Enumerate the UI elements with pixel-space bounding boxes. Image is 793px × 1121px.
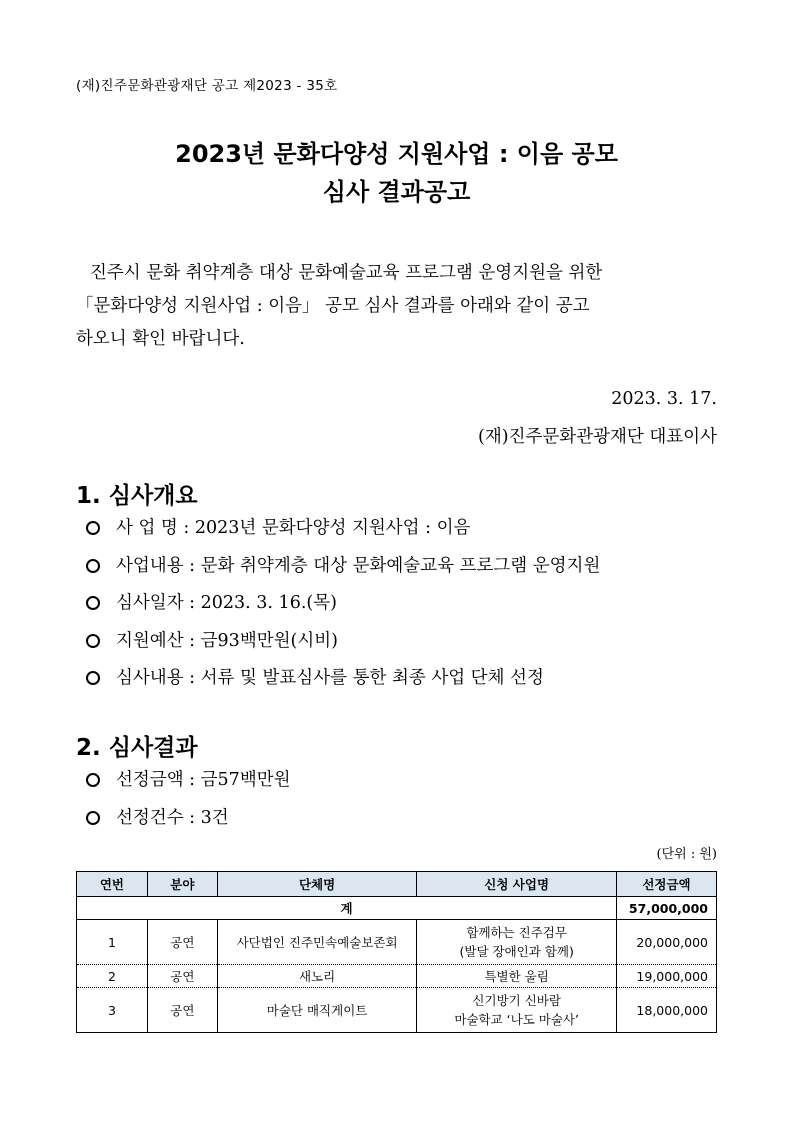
circle-bullet-icon <box>86 596 100 610</box>
row-field: 공연 <box>147 965 217 988</box>
row-project <box>417 988 617 1033</box>
list-item-text: 심사내용 : 서류 및 발표심사를 통한 최종 사업 단체 선정 <box>116 668 544 688</box>
list-item-text: 심사일자 : 2023. 3. 16.(목) <box>116 593 337 613</box>
circle-bullet-icon <box>86 811 100 825</box>
list-item-text: 지원예산 : 금93백만원(시비) <box>116 630 338 651</box>
row-field: 공연 <box>147 920 217 965</box>
results-table <box>76 871 717 1033</box>
circle-bullet-icon <box>86 634 100 648</box>
list-item-text: 사 업 명 : 2023년 문화다양성 지원사업 : 이음 <box>116 518 471 538</box>
row-project: 특별한 울림 <box>417 965 617 988</box>
column-header: 연번 <box>77 872 148 897</box>
column-header: 단체명 <box>217 872 417 897</box>
list-item-text: 선정건수 : 3건 <box>116 807 229 828</box>
project-line: 마술학교 ‘나도 마술사’ <box>454 1012 579 1027</box>
list-item-text: 선정금액 : 금57백만원 <box>116 770 291 790</box>
list-item <box>86 510 726 548</box>
intro-line: 진주시 문화 취약계층 대상 문화예술교육 프로그램 운영지원을 위한 <box>90 263 603 283</box>
list-item-text: 사업내용 : 문화 취약계층 대상 문화예술교육 프로그램 운영지원 <box>116 555 601 576</box>
circle-bullet-icon <box>86 671 100 685</box>
list-item <box>86 660 726 698</box>
row-number: 1 <box>77 920 148 965</box>
intro-line: 「문화다양성 지원사업 : 이음」 공모 심사 결과를 아래와 같이 공고 <box>76 296 590 316</box>
list-item <box>86 548 726 586</box>
project-line: (발달 장애인과 함께) <box>459 944 574 959</box>
row-number: 2 <box>77 965 148 988</box>
row-project <box>417 920 617 965</box>
document-title: 2023년 문화다양성 지원사업 : 이음 공모 <box>175 140 618 168</box>
list-item <box>86 762 726 800</box>
results-list <box>86 762 726 837</box>
unit-note: (단위 : 원) <box>656 847 717 862</box>
table-header-row <box>77 872 717 897</box>
column-header: 분야 <box>147 872 217 897</box>
intro-line: 하오니 확인 바랍니다. <box>76 329 245 349</box>
row-amount: 18,000,000 <box>616 988 716 1033</box>
circle-bullet-icon <box>86 559 100 573</box>
table-row <box>77 965 717 988</box>
table-row <box>77 988 717 1033</box>
row-field: 공연 <box>147 988 217 1033</box>
row-amount: 19,000,000 <box>616 965 716 988</box>
section-heading-results: 2. 심사결과 <box>76 735 198 761</box>
column-header: 신청 사업명 <box>417 872 617 897</box>
table-row <box>77 920 717 965</box>
row-group: 사단법인 진주민속예술보존회 <box>217 920 417 965</box>
circle-bullet-icon <box>86 521 100 535</box>
document-subtitle: 심사 결과공고 <box>322 178 471 206</box>
row-amount: 20,000,000 <box>616 920 716 965</box>
project-line: 신기방기 신바람 <box>472 993 561 1008</box>
total-amount: 57,000,000 <box>616 897 716 920</box>
row-group: 새노리 <box>217 965 417 988</box>
overview-list <box>86 510 726 698</box>
row-number: 3 <box>77 988 148 1033</box>
intro-paragraph <box>76 257 717 356</box>
list-item <box>86 585 726 623</box>
row-group: 마술단 매직게이트 <box>217 988 417 1033</box>
project-line: 함께하는 진주검무 <box>466 925 567 940</box>
table-total-row <box>77 897 717 920</box>
section-heading-overview: 1. 심사개요 <box>76 483 198 509</box>
notice-date: 2023. 3. 17. <box>611 389 717 409</box>
circle-bullet-icon <box>86 773 100 787</box>
notice-number: (재)진주문화관광재단 공고 제2023 - 35호 <box>76 78 338 94</box>
list-item <box>86 800 726 838</box>
total-label: 계 <box>77 897 617 920</box>
list-item <box>86 623 726 661</box>
column-header: 선정금액 <box>616 872 716 897</box>
issuer-name: (재)진주문화관광재단 대표이사 <box>478 427 717 447</box>
